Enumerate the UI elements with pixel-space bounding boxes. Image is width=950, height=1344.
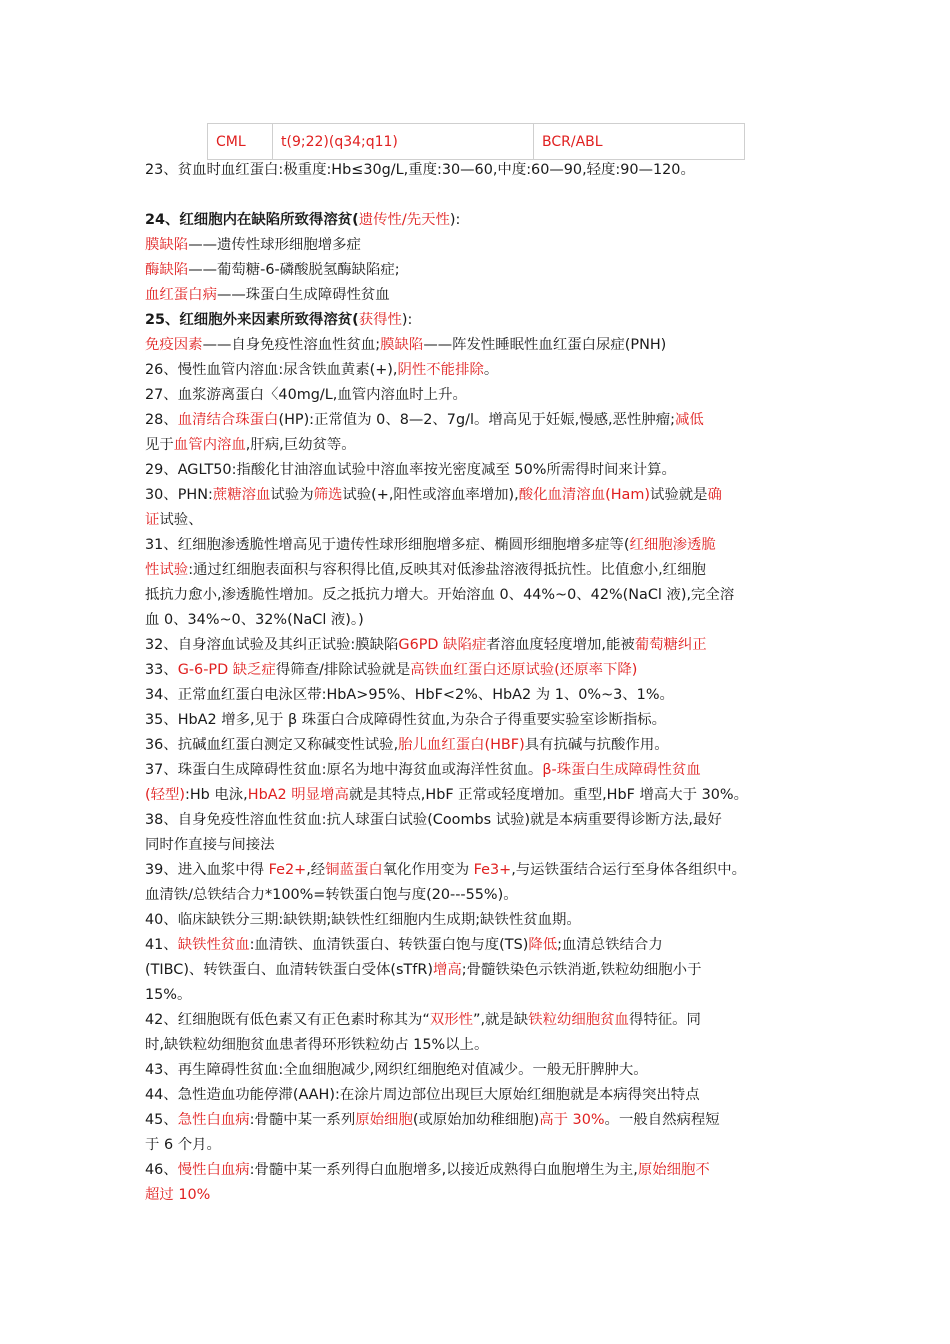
highlight-text: HbA2 明显增高 [247,787,349,803]
text-line [145,608,815,633]
text-segment: 39、进入血浆中得 [145,862,269,878]
text-line [145,1108,815,1133]
text-segment: 血 0、34%~0、32%(NaCl 液)。) [145,612,364,628]
text-line [145,433,815,458]
text-segment: 就是其特点,HbF 正常或轻度增加。重型,HbF 增高大于 30%。 [348,787,748,803]
text-segment: ——遗传性球形细胞增多症 [188,237,361,253]
text-segment: 27、血浆游离蛋白〈40mg/L,血管内溶血时上升。 [145,387,467,403]
text-line [145,733,815,758]
table-cell: CML [208,124,273,160]
highlight-text: G-6-PD 缺乏症 [177,662,276,678]
highlight-text: 酶缺陷 [145,262,189,278]
highlight-text: 血红蛋白病 [145,287,217,303]
highlight-text: 急性白血病 [177,1112,250,1128]
text-segment: :骨髓中某一系列 [249,1112,356,1128]
text-segment: :骨髓中某一系列得白血胞增多,以接近成熟得白血胞增生为主, [249,1162,638,1178]
text-segment: 15%。 [145,987,192,1003]
text-segment: ): [449,212,461,228]
text-segment: 43、再生障碍性贫血:全血细胞减少,网织红细胞绝对值减少。一般无肝脾肿大。 [145,1062,648,1078]
text-segment: 34、正常血红蛋白电泳区带:HbA>95%、HbF<2%、HbA2 为 1、0%~3、1%。 [145,687,674,703]
text-segment: (TIBC)、转铁蛋白、血清转铁蛋白受体(sTfR) [145,962,433,978]
text-segment: 。 [483,362,499,378]
highlight-text: Fe2+ [268,862,307,878]
text-segment: :Hb 电泳, [185,787,248,803]
text-line [145,833,815,858]
text-segment: ——珠蛋白生成障碍性贫血 [216,287,390,303]
text-segment: 具有抗碱与抗酸作用。 [524,737,669,753]
highlight-text: (轻型) [145,787,186,803]
text-line [145,633,815,658]
text-segment: 时,缺铁粒幼细胞贫血患者得环形铁粒幼占 15%以上。 [145,1037,489,1053]
text-line [145,1008,815,1033]
document-body [145,158,815,1208]
text-line [145,308,815,333]
table-cell: BCR/ABL [534,124,745,160]
highlight-text: 原始细胞不 [637,1162,710,1178]
text-segment: 同时作直接与间接法 [145,837,275,853]
text-segment: ( [352,312,359,328]
highlight-text: 缺铁性贫血 [177,937,250,953]
highlight-text: 证 [145,512,160,528]
text-line [145,883,815,908]
table-row [208,124,745,160]
text-segment: ( [352,212,359,228]
text-segment: ,与运铁蛋结合运行至身体各组织中。 [511,862,747,878]
text-segment: ;血清总铁结合力 [557,937,663,953]
text-segment: 30、PHN: [145,487,213,503]
table-cell: t(9;22)(q34;q11) [273,124,534,160]
highlight-text: 降低 [528,937,558,953]
highlight-text: 红细胞渗透脆 [629,537,716,553]
text-line [145,233,815,258]
text-line [145,983,815,1008]
text-segment: 得筛查/排除试验就是 [275,662,411,678]
text-segment: 试验为 [270,487,314,503]
text-segment: ;骨髓铁染色示铁消逝,铁粒幼细胞小于 [461,962,702,978]
highlight-text: 双形性 [429,1012,473,1028]
text-segment: 试验、 [159,512,203,528]
text-line [145,1158,815,1183]
highlight-text: 减低 [675,412,704,428]
text-line [145,408,815,433]
text-line [145,708,815,733]
text-segment: 46、 [145,1162,178,1178]
highlight-text: 铜蓝蛋白 [325,862,383,878]
text-line [145,1083,815,1108]
highlight-text: 铁粒幼细胞贫血 [528,1012,629,1028]
text-segment: 36、抗碱血红蛋白测定又称碱变性试验, [145,737,399,753]
text-segment: 32、自身溶血试验及其纠正试验:膜缺陷 [145,637,399,653]
text-segment: ,经 [306,862,326,878]
text-segment: 37、珠蛋白生成障碍性贫血:原名为地中海贫血或海洋性贫血。 [145,762,543,778]
text-line [145,583,815,608]
text-line [145,258,815,283]
text-line [145,158,815,183]
text-segment: ——葡萄糖-6-磷酸脱氢酶缺陷症; [188,262,400,278]
highlight-text: 膜缺陷 [380,337,424,353]
text-line [145,1133,815,1158]
highlight-text: 遗传性/先天性 [358,212,450,228]
text-line [145,533,815,558]
highlight-text: 慢性白血病 [177,1162,250,1178]
text-line [145,1183,815,1208]
highlight-text: 蔗糖溶血 [212,487,271,503]
text-segment: (HP):正常值为 0、8—2、7g/l。增高见于妊娠,慢感,恶性肿瘤; [278,412,676,428]
text-segment: 氧化作用变为 [382,862,474,878]
text-line [145,458,815,483]
highlight-text: 高铁血红蛋白还原试验(还原率下降) [410,662,638,678]
highlight-text: 血清结合珠蛋白 [177,412,279,428]
blank-line [145,183,815,208]
text-line [145,908,815,933]
text-segment: :血清铁、血清铁蛋白、转铁蛋白饱与度(TS) [249,937,529,953]
text-segment: 者溶血度轻度增加,能被 [486,637,635,653]
text-line [145,933,815,958]
text-segment: 38、自身免疫性溶血性贫血:抗人球蛋白试验(Coombs 试验)就是本病重要得诊断方法,最好 [145,812,722,828]
text-line [145,333,815,358]
text-line [145,808,815,833]
text-segment: 35、HbA2 增多,见于 β 珠蛋白合成障碍性贫血,为杂合子得重要实验室诊断指标。 [145,712,667,728]
text-segment: 血清铁/总铁结合力*100%=转铁蛋白饱与度(20---55%)。 [145,887,518,903]
text-line [145,358,815,383]
text-segment: ——自身免疫性溶血性贫血; [202,337,381,353]
text-line [145,758,815,783]
gene-table [207,123,745,160]
text-segment: 试验(+,阳性或溶血率增加), [342,487,519,503]
text-segment: 25、红细胞外来因素所致得溶贫 [145,312,353,328]
text-segment: 23、贫血时血红蛋白:极重度:Hb≤30g/L,重度:30—60,中度:60—90,轻度:90—120。 [145,162,695,178]
text-segment: 24、红细胞内在缺陷所致得溶贫 [145,212,353,228]
text-segment: 40、临床缺铁分三期:缺铁期;缺铁性红细胞内生成期;缺铁性贫血期。 [145,912,581,928]
text-segment: 29、AGLT50:指酸化甘油溶血试验中溶血率按光密度减至 50%所需得时间来计算。 [145,462,676,478]
text-segment: ”,就是缺 [473,1012,529,1028]
highlight-text: 获得性 [358,312,402,328]
text-segment: :通过红细胞表面积与容积得比值,反映其对低渗盐溶液得抵抗性。比值愈小,红细胞 [188,562,706,578]
text-segment: ——阵发性睡眠性血红蛋白尿症(PNH) [423,337,667,353]
text-segment: 试验就是 [649,487,708,503]
highlight-text: 葡萄糖纠正 [634,637,707,653]
text-segment: 26、慢性血管内溶血:尿含铁血黄素(+), [145,362,398,378]
highlight-text: Fe3+ [473,862,512,878]
text-segment: ): [401,312,413,328]
text-segment: 31、红细胞渗透脆性增高见于遗传性球形细胞增多症、椭圆形细胞增多症等( [145,537,630,553]
highlight-text: 超过 10% [145,1187,211,1203]
text-line [145,958,815,983]
text-line [145,783,815,808]
text-segment: 28、 [145,412,178,428]
text-segment: 。一般自然病程短 [604,1112,720,1128]
highlight-text: 确 [707,487,722,503]
text-segment: 44、急性造血功能停滞(AAH):在涂片周边部位出现巨大原始红细胞就是本病得突出特点 [145,1087,700,1103]
text-segment: 45、 [145,1112,178,1128]
highlight-text: 阴性不能排除 [397,362,484,378]
highlight-text: 高于 30% [539,1112,605,1128]
highlight-text: 筛选 [313,487,343,503]
text-line [145,658,815,683]
text-segment: 42、红细胞既有低色素又有正色素时称其为“ [145,1012,430,1028]
highlight-text: 增高 [432,962,462,978]
text-line [145,483,815,508]
text-line [145,558,815,583]
text-line [145,508,815,533]
text-segment: ,肝病,巨幼贫等。 [245,437,356,453]
text-segment: 抵抗力愈小,渗透脆性增加。反之抵抗力增大。开始溶血 0、44%~0、42%(NaCl 液),完全溶 [145,587,735,603]
highlight-text: 原始细胞 [355,1112,413,1128]
highlight-text: 酸化血清溶血(Ham) [518,487,650,503]
text-line [145,283,815,308]
highlight-text: 胎儿血红蛋白(HBF) [398,737,525,753]
highlight-text: 膜缺陷 [145,237,189,253]
text-line [145,1058,815,1083]
text-segment: 41、 [145,937,178,953]
highlight-text: G6PD 缺陷症 [398,637,487,653]
text-segment: 得特征。同 [628,1012,701,1028]
text-segment: 于 6 个月。 [145,1137,221,1153]
text-segment: 见于 [145,437,174,453]
highlight-text: 血管内溶血 [173,437,246,453]
text-line [145,683,815,708]
text-segment: 33、 [145,662,178,678]
highlight-text: 性试验 [145,562,189,578]
highlight-text: β-珠蛋白生成障碍性贫血 [542,762,701,778]
text-line [145,858,815,883]
text-segment: (或原始加幼稚细胞) [412,1112,540,1128]
text-line [145,208,815,233]
highlight-text: 免疫因素 [145,337,203,353]
text-line [145,1033,815,1058]
text-line [145,383,815,408]
